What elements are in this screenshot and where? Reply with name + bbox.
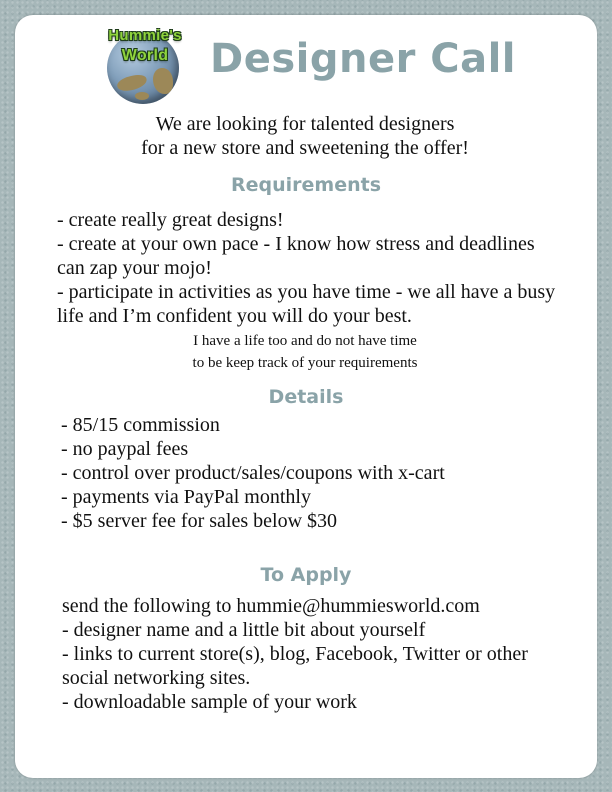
intro-line-1: We are looking for talented designers bbox=[155, 113, 455, 135]
list-item: - control over product/sales/coupons with x-cart bbox=[61, 462, 445, 484]
requirements-heading: Requirements bbox=[230, 174, 381, 196]
apply-list bbox=[62, 594, 562, 714]
page-title: Designer Call bbox=[210, 36, 517, 82]
note-line-1: I have a life too and do not have time bbox=[193, 333, 417, 349]
list-item: - $5 server fee for sales below $30 bbox=[61, 510, 338, 532]
note-line-2: to be keep track of your requirements bbox=[192, 355, 418, 371]
list-item: - downloadable sample of your work bbox=[62, 691, 357, 713]
details-heading: Details bbox=[268, 386, 344, 408]
list-item: - payments via PayPal monthly bbox=[61, 486, 311, 508]
intro-text bbox=[80, 112, 530, 160]
list-item: - create at your own pace - I know how stress and deadlines can zap your mojo! bbox=[57, 233, 535, 279]
list-item: - participate in activities as you have time - we all have a busy life and I’m confident you will do your best. bbox=[57, 281, 556, 327]
intro-line-2: for a new store and sweetening the offer! bbox=[141, 137, 469, 159]
list-item: - no paypal fees bbox=[61, 438, 189, 460]
to-apply-heading: To Apply bbox=[260, 564, 352, 586]
logo-text-line2: World bbox=[121, 47, 169, 64]
list-item: - create really great designs! bbox=[57, 209, 284, 231]
list-item: - designer name and a little bit about yourself bbox=[62, 619, 426, 641]
details-list bbox=[61, 413, 561, 533]
hummies-world-logo bbox=[96, 21, 194, 107]
list-item: send the following to hummie@hummiesworld.com bbox=[62, 595, 480, 617]
requirements-list bbox=[57, 208, 562, 328]
requirements-note bbox=[150, 330, 460, 374]
list-item: - 85/15 commission bbox=[61, 414, 220, 436]
list-item: - links to current store(s), blog, Facebook, Twitter or other social networking sites. bbox=[62, 643, 528, 689]
logo-text-line1: Hummie's bbox=[108, 27, 182, 44]
